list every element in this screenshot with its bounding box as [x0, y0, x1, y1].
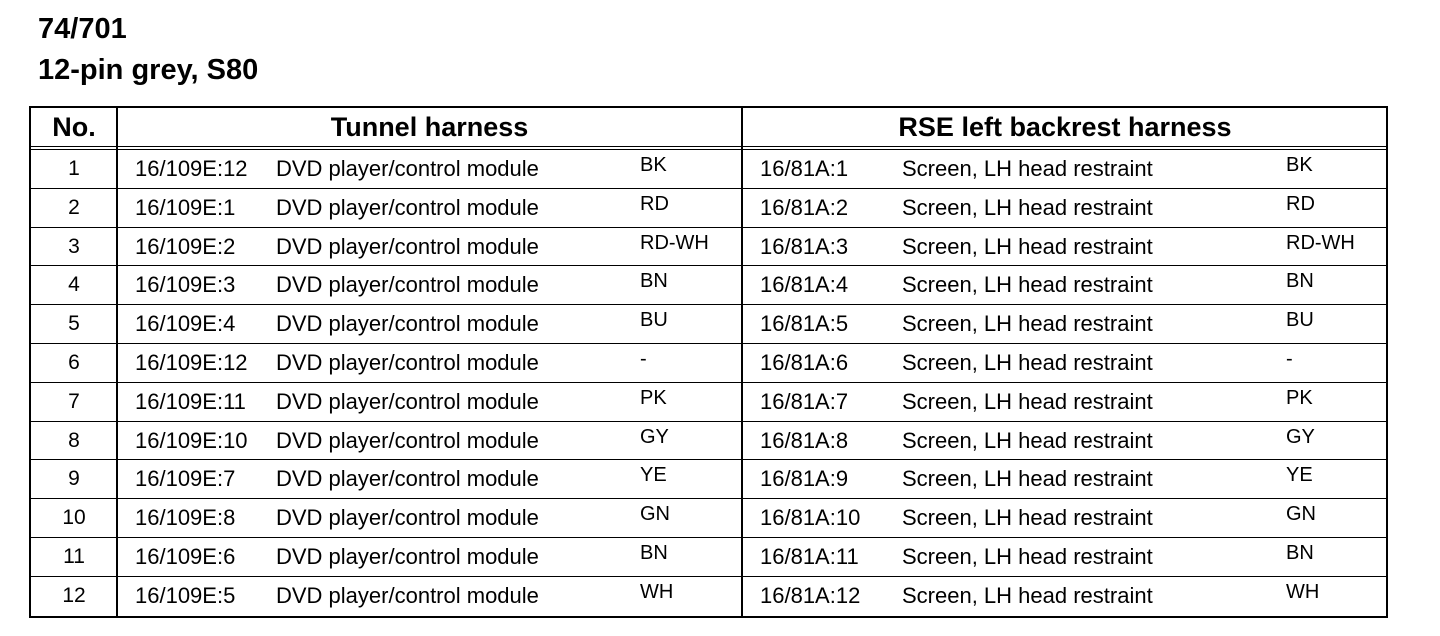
tunnel-pin: 16/109E:3 — [135, 272, 236, 298]
rse-pin: 16/81A:6 — [760, 349, 849, 375]
tunnel-pin: 16/109E:11 — [135, 388, 246, 414]
header-no: No. — [52, 112, 96, 142]
rse-component: Screen, LH head restraint — [902, 311, 1153, 337]
table-row — [31, 499, 1386, 538]
rse-pin: 16/81A:2 — [760, 194, 849, 220]
rse-component: Screen, LH head restraint — [902, 272, 1153, 298]
rse-wire-color: BN — [1286, 270, 1314, 293]
rse-pin: 16/81A:10 — [760, 505, 861, 531]
tunnel-component: DVD player/control module — [276, 543, 539, 569]
pin-number: 4 — [68, 273, 80, 297]
rse-wire-color: BU — [1286, 309, 1314, 332]
rse-wire-color: RD — [1286, 192, 1315, 215]
table-row — [31, 422, 1386, 461]
connector-description: 12-pin grey, S80 — [38, 54, 259, 86]
tunnel-pin: 16/109E:12 — [135, 156, 248, 181]
table-row — [31, 538, 1386, 577]
rse-pin: 16/81A:3 — [760, 233, 849, 259]
pin-number: 2 — [68, 195, 80, 219]
rse-component: Screen, LH head restraint — [902, 194, 1153, 220]
tunnel-component: DVD player/control module — [276, 349, 539, 375]
rse-component: Screen, LH head restraint — [902, 427, 1153, 453]
rse-pin: 16/81A:8 — [760, 427, 849, 453]
rse-wire-color: YE — [1286, 464, 1313, 487]
rse-component: Screen, LH head restraint — [902, 466, 1153, 492]
rse-pin: 16/81A:1 — [760, 156, 849, 181]
tunnel-wire-color: GY — [640, 425, 669, 448]
pin-number: 9 — [68, 467, 80, 491]
tunnel-component: DVD player/control module — [276, 388, 539, 414]
table-row — [31, 344, 1386, 383]
tunnel-wire-color: WH — [640, 580, 674, 603]
table-row — [31, 460, 1386, 499]
rse-component: Screen, LH head restraint — [902, 582, 1153, 608]
rse-pin: 16/81A:12 — [760, 582, 861, 608]
tunnel-wire-color: BN — [640, 270, 668, 293]
pin-number: 10 — [62, 506, 86, 530]
tunnel-pin: 16/109E:1 — [135, 194, 236, 220]
tunnel-pin: 16/109E:4 — [135, 311, 236, 337]
tunnel-pin: 16/109E:7 — [135, 466, 236, 492]
tunnel-wire-color: RD-WH — [640, 231, 709, 254]
tunnel-component: DVD player/control module — [276, 505, 539, 531]
pin-number: 8 — [68, 428, 80, 452]
rse-wire-color: GN — [1286, 503, 1316, 526]
header-rse-harness: RSE left backrest harness — [898, 112, 1232, 142]
rse-component: Screen, LH head restraint — [902, 156, 1153, 181]
tunnel-pin: 16/109E:8 — [135, 505, 236, 531]
tunnel-wire-color: - — [640, 347, 647, 370]
rse-pin: 16/81A:9 — [760, 466, 849, 492]
rse-wire-color: BK — [1286, 154, 1313, 176]
tunnel-component: DVD player/control module — [276, 156, 539, 181]
header-tunnel-harness: Tunnel harness — [330, 112, 529, 142]
tunnel-wire-color: BN — [640, 541, 668, 564]
tunnel-pin: 16/109E:6 — [135, 543, 236, 569]
rse-wire-color: WH — [1286, 580, 1320, 603]
table-row — [31, 383, 1386, 422]
tunnel-component: DVD player/control module — [276, 272, 539, 298]
table-header-row — [31, 108, 1386, 146]
pin-assignment-table — [29, 106, 1388, 618]
rse-component: Screen, LH head restraint — [902, 388, 1153, 414]
table-row — [31, 150, 1386, 189]
tunnel-component: DVD player/control module — [276, 194, 539, 220]
tunnel-component: DVD player/control module — [276, 233, 539, 259]
rse-wire-color: BN — [1286, 541, 1314, 564]
tunnel-wire-color: PK — [640, 386, 667, 409]
tunnel-pin: 16/109E:2 — [135, 233, 236, 259]
rse-pin: 16/81A:11 — [760, 543, 859, 569]
tunnel-pin: 16/109E:12 — [135, 349, 248, 375]
tunnel-component: DVD player/control module — [276, 311, 539, 337]
tunnel-wire-color: BU — [640, 309, 668, 332]
rse-component: Screen, LH head restraint — [902, 543, 1153, 569]
table-row — [31, 305, 1386, 344]
rse-component: Screen, LH head restraint — [902, 233, 1153, 259]
pin-number: 3 — [68, 234, 80, 258]
table-row — [31, 189, 1386, 228]
tunnel-component: DVD player/control module — [276, 582, 539, 608]
tunnel-wire-color: RD — [640, 192, 669, 215]
rse-pin: 16/81A:4 — [760, 272, 849, 298]
rse-wire-color: - — [1286, 347, 1293, 370]
table-row — [31, 228, 1386, 267]
pin-number: 12 — [62, 583, 86, 607]
tunnel-pin: 16/109E:10 — [135, 427, 248, 453]
tunnel-wire-color: BK — [640, 154, 667, 176]
rse-wire-color: GY — [1286, 425, 1315, 448]
table-row — [31, 577, 1386, 616]
tunnel-wire-color: GN — [640, 503, 670, 526]
rse-component: Screen, LH head restraint — [902, 505, 1153, 531]
pin-number: 7 — [68, 389, 80, 413]
tunnel-pin: 16/109E:5 — [135, 582, 236, 608]
table-body — [31, 150, 1386, 616]
pin-number: 6 — [68, 350, 80, 374]
pin-number: 1 — [68, 157, 80, 180]
pin-number: 11 — [63, 544, 85, 568]
rse-component: Screen, LH head restraint — [902, 349, 1153, 375]
tunnel-wire-color: YE — [640, 464, 667, 487]
tunnel-component: DVD player/control module — [276, 466, 539, 492]
rse-wire-color: RD-WH — [1286, 231, 1355, 254]
connector-code: 74/701 — [38, 13, 127, 45]
table-row — [31, 266, 1386, 305]
tunnel-component: DVD player/control module — [276, 427, 539, 453]
pin-number: 5 — [68, 312, 80, 336]
rse-pin: 16/81A:7 — [760, 388, 849, 414]
rse-wire-color: PK — [1286, 386, 1313, 409]
rse-pin: 16/81A:5 — [760, 311, 849, 337]
